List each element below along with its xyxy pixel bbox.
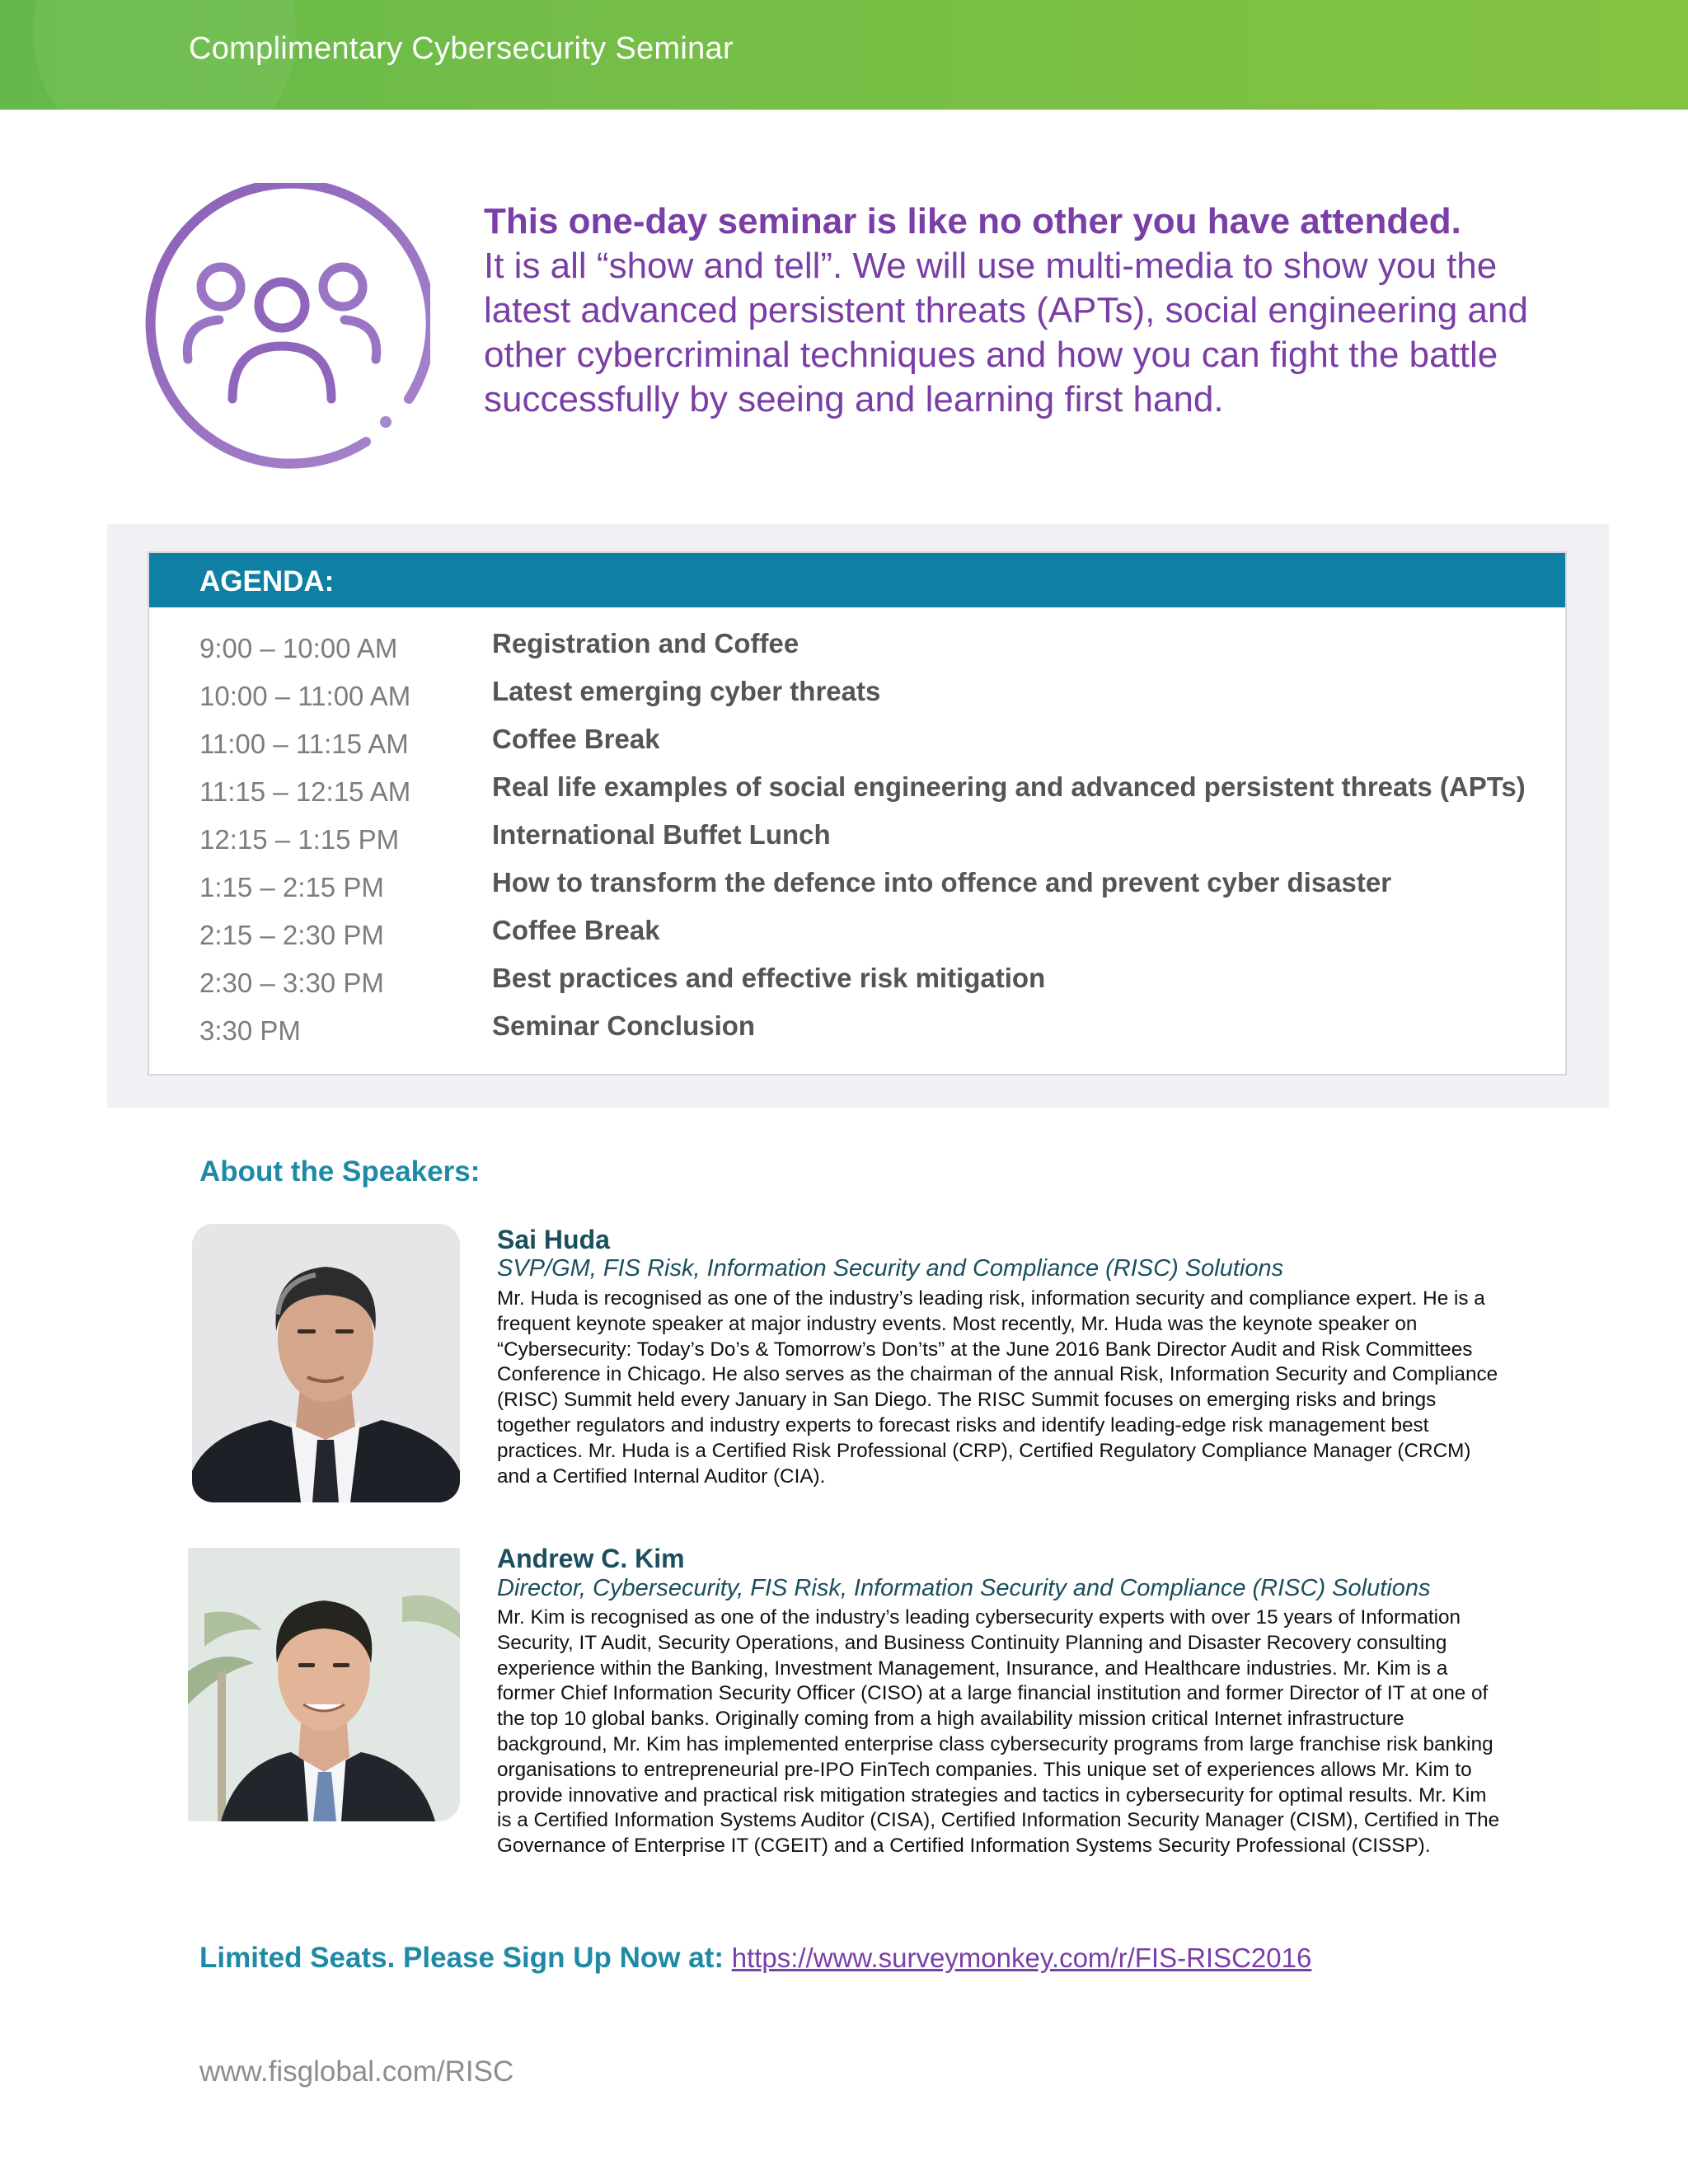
signup-label: Limited Seats. Please Sign Up Now at: xyxy=(199,1942,724,1974)
agenda-item: Coffee Break xyxy=(492,915,660,945)
agenda-header-bar xyxy=(149,553,1565,607)
agenda-item: Latest emerging cyber threats xyxy=(492,676,881,706)
speaker-photo-andrew-kim xyxy=(188,1548,460,1821)
speaker-name: Sai Huda xyxy=(497,1225,610,1254)
speaker-bio: Mr. Kim is recognised as one of the industry’s leading cybersecurity experts with over 15 years of Information Security, IT Audit, Security Operations, and Business Continuity Planning and Disaster Recovery consulting experience within the Banking, Investment Management, Insurance, and Healthcare industries. Mr. Kim is a former Chief Information Security Officer (CISO) at a large financial institution and former Director of IT at one of the top 10 global banks. Originally coming from a high availability mission critical Internet infrastructure background, Mr. Kim has implemented enterprise class cybersecurity programs from large franchise risk banking organisations to entrepreneurial pre-IPO FinTech companies. This unique set of experiences allows Mr. Kim to provide innovative and practical risk mitigation strategies and tactics in cybersecurity for optimal results. Mr. Kim is a Certified Information Systems Auditor (CISA), Certified Information Security Manager (CISM), Certified in The Governance of Enterprise IT (CGEIT) and a Certified Information Systems Security Professional (CISSP). xyxy=(497,1606,1500,1858)
agenda-time: 2:15 – 2:30 PM xyxy=(199,920,384,950)
speaker-photo-sai-huda xyxy=(192,1224,460,1502)
footer-url: www.fisglobal.com/RISC xyxy=(199,2055,514,2088)
agenda-item: Seminar Conclusion xyxy=(492,1010,756,1041)
signup-cta xyxy=(199,1942,1311,1975)
agenda-time: 3:30 PM xyxy=(199,1015,301,1046)
agenda-time: 11:00 – 11:15 AM xyxy=(199,729,409,759)
agenda-item: How to transform the defence into offence and prevent cyber disaster xyxy=(492,867,1392,898)
intro-text xyxy=(484,199,1588,422)
group-people-icon xyxy=(134,183,430,480)
agenda-item: International Buffet Lunch xyxy=(492,819,831,850)
speaker-bio: Mr. Huda is recognised as one of the industry’s leading risk, information security and compliance expert. He is a frequent keynote speaker at major industry events. Most recently, Mr. Huda was the keynote speaker on “Cybersecurity: Today’s Do’s & Tomorrow’s Don’ts” at the June 2016 Bank Director Audit and Risk Committees Conference in Chicago. He also serves as the chairman of the annual Risk, Information Security and Compliance (RISC) Summit held every January in San Diego. The RISC Summit focuses on emerging risks and brings together regulators and industry experts to forecast risks and identify leading-edge risk management best practices. Mr. Huda is a Certified Risk Professional (CRP), Certified Regulatory Compliance Manager (CRCM) and a Certified Internal Auditor (CIA). xyxy=(497,1287,1498,1488)
agenda-time: 11:15 – 12:15 AM xyxy=(199,776,411,807)
agenda-time: 10:00 – 11:00 AM xyxy=(199,681,411,711)
speaker-title: Director, Cybersecurity, FIS Risk, Information Security and Compliance (RISC) Solutions xyxy=(497,1575,1431,1601)
signup-link[interactable]: https://www.surveymonkey.com/r/FIS-RISC2016 xyxy=(731,1943,1312,1973)
agenda-time: 1:15 – 2:15 PM xyxy=(199,872,384,902)
speaker-name: Andrew C. Kim xyxy=(497,1544,685,1573)
header-title: Complimentary Cybersecurity Seminar xyxy=(189,31,734,66)
agenda-item: Coffee Break xyxy=(492,724,660,754)
agenda-time: 9:00 – 10:00 AM xyxy=(199,633,398,663)
agenda-item: Best practices and effective risk mitigation xyxy=(492,963,1046,993)
speaker-title: SVP/GM, FIS Risk, Information Security and Compliance (RISC) Solutions xyxy=(497,1255,1284,1282)
intro-lead: This one-day seminar is like no other you have attended. xyxy=(484,201,1461,241)
agenda-item: Registration and Coffee xyxy=(492,628,799,658)
agenda-item: Real life examples of social engineering and advanced persistent threats (APTs) xyxy=(492,771,1526,802)
agenda-title: AGENDA: xyxy=(199,565,335,598)
agenda-time: 12:15 – 1:15 PM xyxy=(199,824,400,855)
speakers-heading: About the Speakers: xyxy=(199,1155,481,1188)
intro-body: It is all “show and tell”. We will use multi-media to show you the latest advanced persistent threats (APTs), social engineering and other cybercriminal techniques and how you can fight the battle successfully by seeing and learning first hand. xyxy=(484,246,1528,419)
agenda-time: 2:30 – 3:30 PM xyxy=(199,968,384,998)
